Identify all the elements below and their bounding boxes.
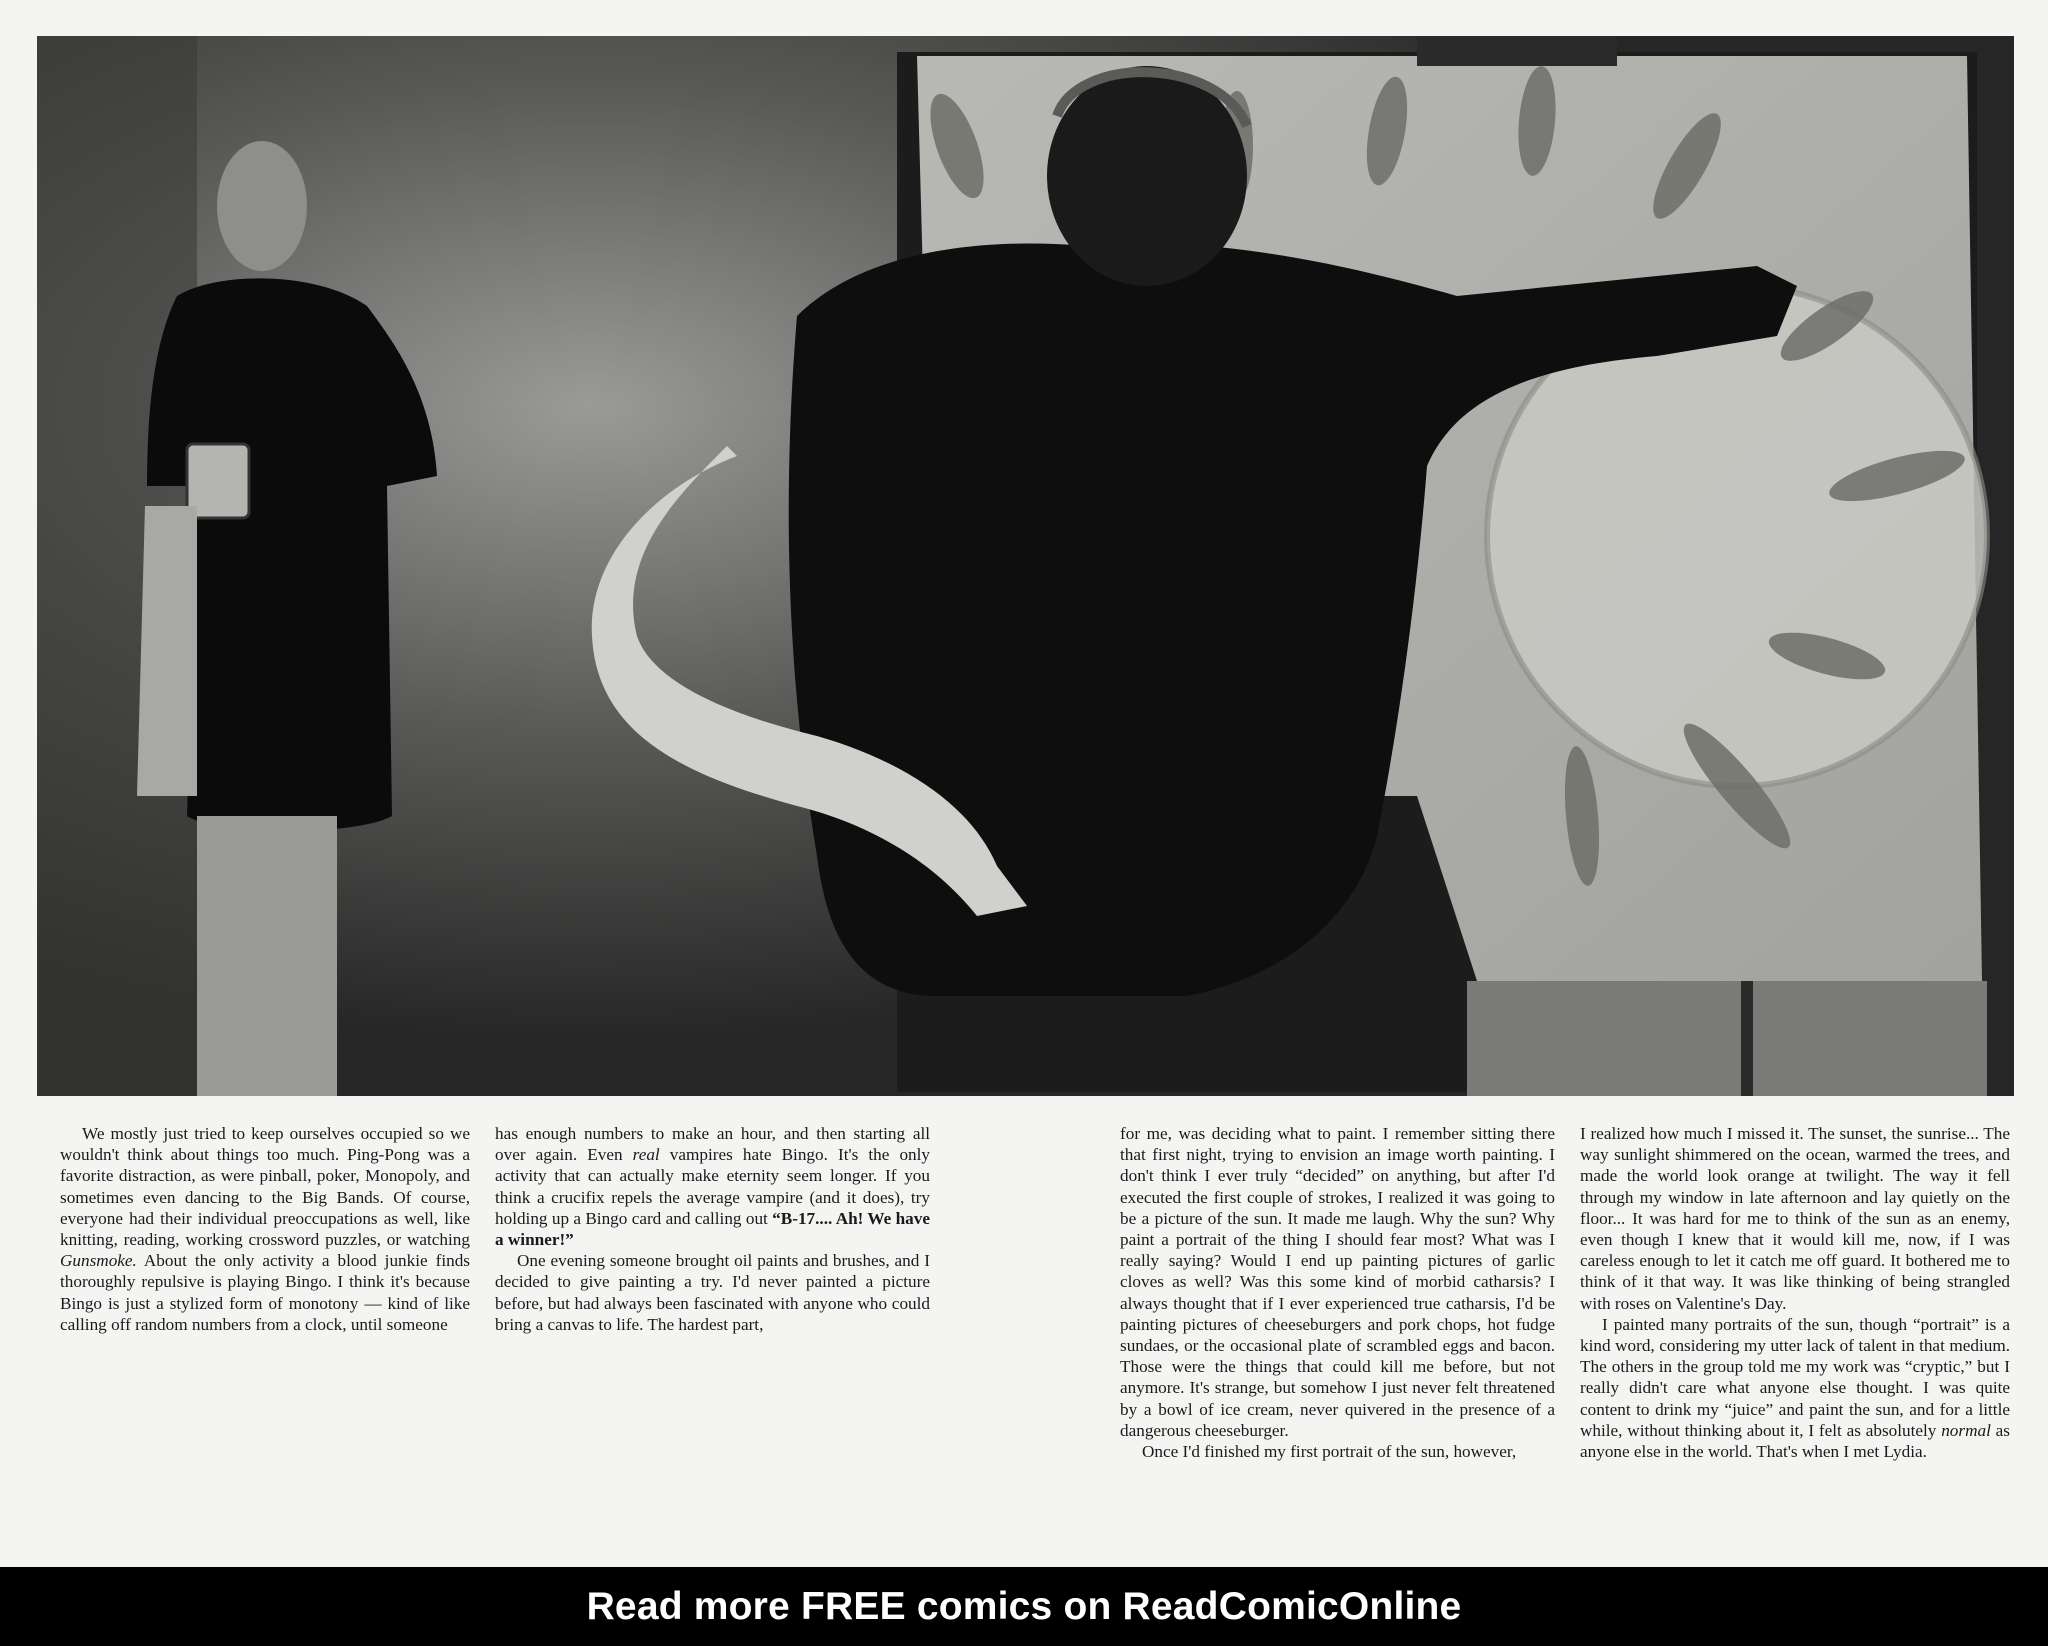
text-column-1 <box>60 1123 470 1335</box>
paragraph: for me, was deciding what to paint. I remember sitting there that first night, trying to envision an image worth painting. I don't think I ever truly “decided” on anything, but after I'd executed the first couple of strokes, I realized it was going to be a picture of the sun. It made me laugh. Why the sun? Why paint a portrait of the thing I should fear most? What was I really saying? Would I end up painting pictures of garlic cloves as well? Was this some kind of morbid catharsis? I always thought that if I ever experienced true catharsis, I'd be painting pictures of cheeseburgers and pork chops, hot fudge sundaes, or the occasional plate of scrambled eggs and bacon. Those were the things that could kill me before, but not anymore. It's strange, but somehow I just never felt threatened by a bowl of ice cream, never quivered in the presence of a dangerous cheeseburger. <box>1120 1124 1555 1440</box>
paragraph: We mostly just tried to keep ourselves occupied so we wouldn't think about things too much. Ping-Pong was a favorite distraction, as were pinball, poker, Monopoly, and sometimes even dancing to the Big Bands. Of course, everyone had their individual preoccupations as well, like knitting, reading, working crossword puzzles, or watching Gunsmoke. About the only activity a blood junkie finds thoroughly repulsive is playing Bingo. I think it's because Bingo is just a stylized form of monotony — kind of like calling off random numbers from a clock, until someone <box>60 1124 470 1334</box>
paragraph: I realized how much I missed it. The sunset, the sunrise... The way sunlight shimmered on the ocean, warmed the trees, and made the world look orange at twilight. The way it fell through my window in late afternoon and lay quietly on the floor... It was hard for me to think of the sun as an enemy, even though I knew that it would kill me, now, if I was careless enough to let it catch me off guard. It bothered me to think of it that way. It was like thinking of being strangled with roses on Valentine's Day. <box>1580 1124 2010 1313</box>
text-column-2 <box>495 1123 930 1335</box>
paragraph: I painted many portraits of the sun, though “portrait” is a kind word, considering my utter lack of talent in that medium. The others in the group told me my work was “cryptic,” but I really didn't care what anyone else thought. I was quite content to drink my “juice” and paint the sun, and for a little while, without thinking about it, I felt as absolutely normal as anyone else in the world. That's when I met Lydia. <box>1580 1314 2011 1462</box>
paragraph: One evening someone brought oil paints and brushes, and I decided to give painting a try. I'd never painted a picture before, but had always been fascinated with anyone who could bring a canvas to life. The hardest part, <box>495 1251 930 1334</box>
ink-wash-art <box>37 36 2014 1096</box>
paragraph: Once I'd finished my first portrait of the sun, however, <box>1142 1442 1517 1462</box>
promo-banner[interactable] <box>0 1567 2048 1646</box>
promo-banner-text[interactable]: Read more FREE comics on ReadComicOnline <box>586 1584 1462 1628</box>
paragraph: has enough numbers to make an hour, and then starting all over again. Even real vampires hate Bingo. It's the only activity that can actually make eternity seem longer. If you think a crucifix repels the average vampire (and it does), try holding up a Bingo card and calling out “B-17.... Ah! We have a winner!” <box>495 1124 930 1250</box>
text-column-4 <box>1580 1123 2010 1462</box>
painting-illustration <box>37 36 2014 1096</box>
text-column-3 <box>1120 1123 1555 1462</box>
